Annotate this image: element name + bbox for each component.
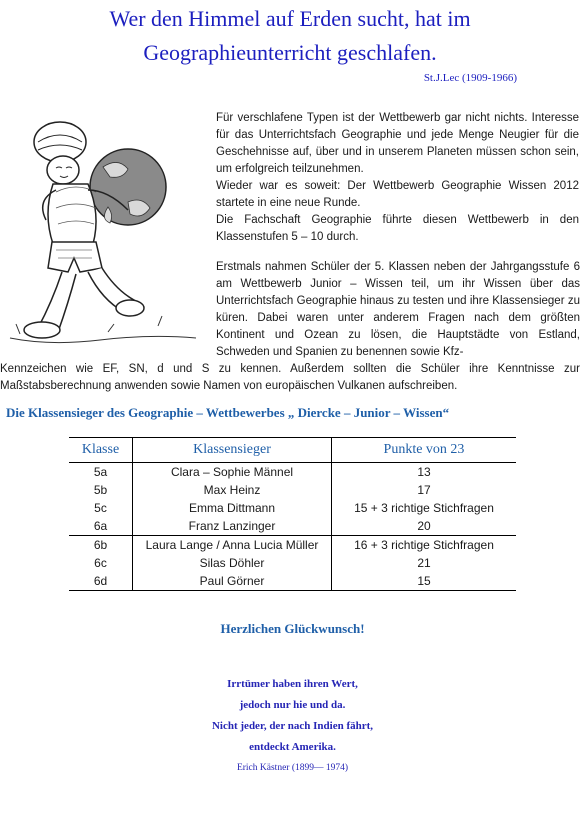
table-row [69,536,516,555]
title-line-2: Geographieunterricht geschlafen. [143,40,437,65]
column-header-class: Klasse [69,438,133,463]
table-row [69,517,516,536]
table-row [69,499,516,517]
table-row [69,463,516,482]
cell-class: 5b [69,481,133,499]
cell-winner: Paul Görner [133,572,332,591]
poem-line-2: jedoch nur hie und da. [239,699,346,711]
intro-text [216,110,579,246]
cell-winner: Emma Dittmann [133,499,332,517]
poem-line-4: entdeckt Amerika. [249,741,336,753]
column-header-winner: Klassensieger [133,438,332,463]
quote-author: St.J.Lec (1909-1966) [423,72,517,84]
contest-description [0,259,580,395]
cell-points: 21 [417,556,431,570]
cell-winner: Franz Lanzinger [133,517,332,536]
cell-winner: Laura Lange / Anna Lucia Müller [133,536,332,555]
cell-points: 16 + 3 richtige Stichfragen [332,536,517,555]
cell-points: 13 [417,465,431,479]
cell-class: 6c [69,554,133,572]
contest-description-part-2: Kennzeichen wie EF, SN, d und S zu kennen. Außerdem sollten die Schüler ihre Kenntnisse zur Maßstabsberechnung anwenden sowie Namen von europäischen Vulkanen aufschreiben. [0,363,580,392]
closing-poem [0,674,580,779]
cell-winner: Max Heinz [133,481,332,499]
intro-paragraph-2: Wieder war es soweit: Der Wettbewerb Geographie Wissen 2012 startete in eine neue Runde. [216,180,579,209]
title-line-1: Wer den Himmel auf Erden sucht, hat im [109,6,471,31]
poem-author: Erich Kästner (1899— 1974) [236,763,349,773]
table-row [69,554,516,572]
winners-heading: Die Klassensieger des Geographie – Wettbewerbes „ Diercke – Junior – Wissen“ [6,405,450,420]
intro-paragraph-1: Für verschlafene Typen ist der Wettbewerb gar nicht nichts. Interesse für das Unterrichtsfach Geographie und jede Menge Neugier für die Geschehnisse auf, über und in unserem Planeten müssen schon sein, um erfolgreich teilzunehmen. [216,112,579,175]
intro-paragraph-3: Die Fachschaft Geographie führte diesen Wettbewerb in den Klassenstufen 5 – 10 durch. [216,214,579,243]
poem-line-3: Nicht jeder, der nach Indien fährt, [211,720,374,732]
cell-winner: Clara – Sophie Männel [133,463,332,482]
cell-points: 15 + 3 richtige Stichfragen [354,501,494,515]
winners-table [69,437,516,591]
cell-points: 20 [417,519,431,533]
table-header-row [69,438,516,463]
cell-class: 5c [69,499,133,517]
cell-points: 15 [417,574,431,588]
cell-class: 6a [69,517,133,536]
page-title [0,2,580,70]
cell-class: 6b [69,536,133,555]
contest-description-part-1: Erstmals nahmen Schüler der 5. Klassen neben der Jahrgangsstufe 6 am Wettbewerb Junior – Wissen teil, um ihr Wissen über das Unterrichtsfach Geographie hinaus zu testen und ihre Klassensieger zu küren. Dabei waren unter anderem Fragen nach dem größten Kontinent und Ozean zu lösen, die Hauptstädte von Estland, Schweden und Spanien zu benennen sowie Kfz- [216,261,580,358]
table-row [69,481,516,499]
cell-points: 17 [417,483,431,497]
congratulations-text: Herzlichen Glückwunsch! [220,621,365,636]
cell-winner: Silas Döhler [133,554,332,572]
table-row [69,572,516,591]
cell-class: 5a [69,463,133,482]
cell-class: 6d [69,572,133,591]
column-header-points: Punkte von 23 [332,438,517,463]
poem-line-1: Irrtümer haben ihren Wert, [227,678,358,690]
